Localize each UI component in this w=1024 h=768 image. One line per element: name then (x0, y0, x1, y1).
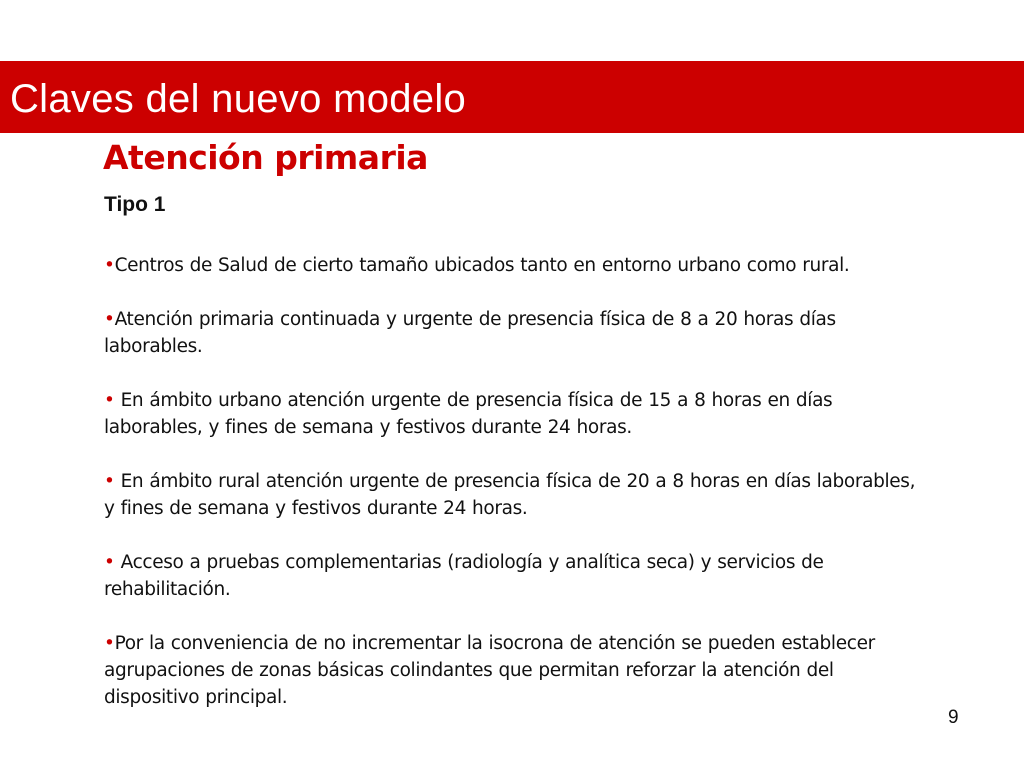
bullet-list (104, 252, 924, 738)
list-item (104, 306, 924, 360)
bullet-text: En ámbito urbano atención urgente de presencia física de 15 a 8 horas en días laborables, y fines de semana y festivos durante 24 horas. (104, 390, 833, 438)
list-item (104, 387, 924, 441)
bullet-icon: • (104, 390, 115, 411)
slide-subtitle: Atención primaria (103, 138, 428, 177)
list-item (104, 252, 924, 279)
bullet-text: En ámbito rural atención urgente de presencia física de 20 a 8 horas en días laborables, y fines de semana y festivos durante 24 horas. (104, 471, 916, 519)
section-label: Tipo 1 (104, 193, 166, 216)
page-number: 9 (948, 707, 959, 728)
bullet-text: Centros de Salud de cierto tamaño ubicados tanto en entorno urbano como rural. (114, 255, 850, 276)
slide-title: Claves del nuevo modelo (10, 77, 467, 121)
list-item (104, 549, 924, 603)
bullet-icon: • (104, 552, 115, 573)
bullet-icon: • (104, 633, 115, 654)
bullet-icon: • (104, 471, 115, 492)
list-item (104, 630, 924, 711)
bullet-icon: • (104, 255, 115, 276)
bullet-icon: • (104, 309, 115, 330)
title-bar (0, 61, 1024, 133)
list-item (104, 468, 924, 522)
bullet-text: Atención primaria continuada y urgente de presencia física de 8 a 20 horas días laborables. (104, 309, 836, 357)
bullet-text: Por la conveniencia de no incrementar la isocrona de atención se pueden establecer agrupaciones de zonas básicas colindantes que permitan reforzar la atención del dispositivo principal. (104, 633, 875, 708)
bullet-text: Acceso a pruebas complementarias (radiología y analítica seca) y servicios de rehabilitación. (104, 552, 824, 600)
